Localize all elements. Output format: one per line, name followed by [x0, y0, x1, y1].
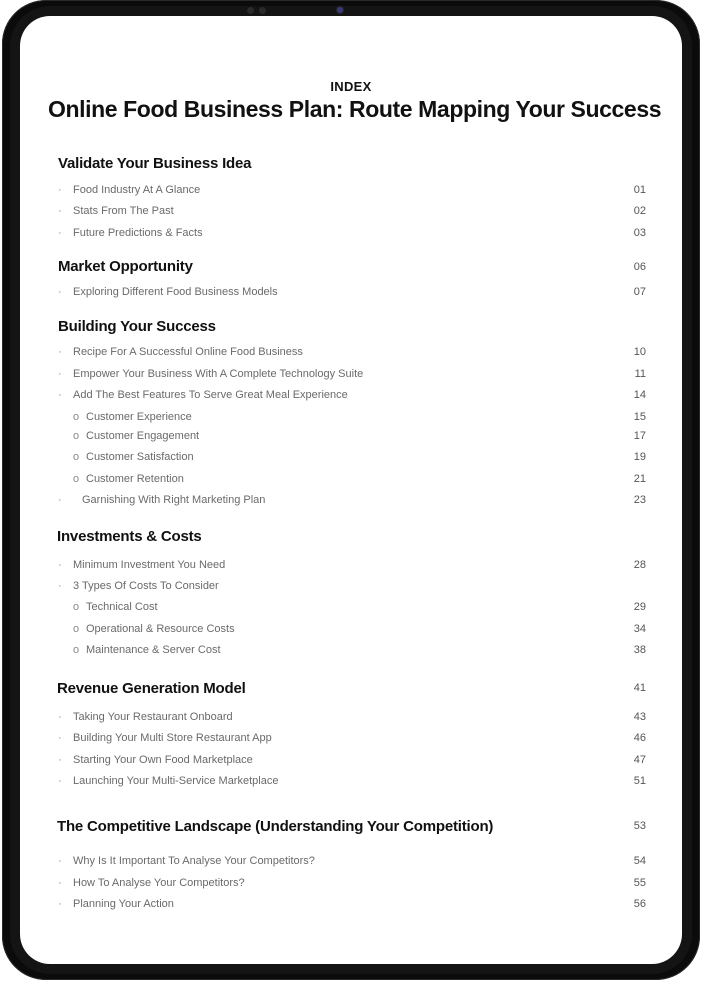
- toc-entry-label: Building Your Multi Store Restaurant App: [73, 732, 272, 744]
- circle-bullet-icon: o: [73, 451, 80, 463]
- bullet-icon: ·: [58, 775, 62, 787]
- index-label: INDEX: [330, 79, 372, 94]
- bullet-icon: ·: [58, 368, 62, 380]
- section-heading: Validate Your Business Idea: [58, 155, 252, 172]
- toc-entry-label: Technical Cost: [86, 601, 158, 613]
- toc-entry-page: 01: [633, 184, 646, 196]
- circle-bullet-icon: o: [73, 430, 80, 442]
- toc-entry-page: 03: [633, 227, 646, 239]
- sensor-dot: [247, 7, 254, 14]
- circle-bullet-icon: o: [73, 644, 80, 656]
- circle-bullet-icon: o: [73, 411, 80, 423]
- bullet-icon: ·: [58, 559, 62, 571]
- section-heading: The Competitive Landscape (Understanding Your Competition): [57, 818, 494, 835]
- circle-bullet-icon: o: [73, 473, 80, 485]
- section-heading-page: 53: [633, 820, 646, 832]
- toc-entry-label: Customer Retention: [86, 473, 184, 485]
- toc-entry-label: Customer Experience: [86, 411, 192, 423]
- toc-entry-label: Operational & Resource Costs: [86, 623, 235, 635]
- bullet-icon: ·: [58, 389, 62, 401]
- bullet-icon: ·: [58, 580, 62, 592]
- toc-entry-label: Future Predictions & Facts: [73, 227, 203, 239]
- toc-entry-page: 11: [634, 368, 646, 380]
- bullet-icon: ·: [58, 877, 62, 889]
- toc-entry-page: 55: [633, 877, 646, 889]
- toc-entry-label: How To Analyse Your Competitors?: [73, 877, 245, 889]
- bullet-icon: ·: [58, 227, 62, 239]
- toc-entry-label: Empower Your Business With A Complete Technology Suite: [73, 368, 364, 380]
- toc-entry-page: 23: [633, 494, 646, 506]
- bullet-icon: ·: [58, 286, 62, 298]
- circle-bullet-icon: o: [73, 623, 80, 635]
- toc-entry-label: Garnishing With Right Marketing Plan: [82, 494, 266, 506]
- bullet-icon: ·: [58, 898, 62, 910]
- toc-entry-label: Food Industry At A Glance: [73, 184, 201, 196]
- toc-entry-label: Minimum Investment You Need: [73, 559, 226, 571]
- toc-entry-label: Why Is It Important To Analyse Your Competitors?: [73, 855, 315, 867]
- toc-entry-page: 07: [633, 286, 646, 298]
- bullet-icon: ·: [58, 346, 62, 358]
- toc-entry-label: Starting Your Own Food Marketplace: [73, 754, 253, 766]
- document-page: [20, 16, 682, 964]
- section-heading-page: 06: [633, 261, 646, 273]
- toc-entry-page: 47: [633, 754, 646, 766]
- bullet-icon: ·: [58, 184, 62, 196]
- toc-entry-page: 54: [633, 855, 646, 867]
- toc-entry-label: Recipe For A Successful Online Food Business: [73, 346, 303, 358]
- toc-entry-label: Add The Best Features To Serve Great Meal Experience: [73, 389, 348, 401]
- toc-entry-page: 29: [633, 601, 646, 613]
- section-heading: Revenue Generation Model: [57, 680, 246, 697]
- toc-entry-page: 51: [633, 775, 646, 787]
- bullet-icon: ·: [58, 754, 62, 766]
- toc-entry-page: 02: [633, 205, 646, 217]
- toc-entry-page: 21: [633, 473, 646, 485]
- bullet-icon: ·: [58, 205, 62, 217]
- toc-entry-page: 34: [633, 623, 646, 635]
- toc-entry-page: 19: [633, 451, 646, 463]
- toc-entry-label: Planning Your Action: [73, 898, 174, 910]
- toc-entry-label: Exploring Different Food Business Models: [73, 286, 278, 298]
- toc-entry-page: 43: [633, 711, 646, 723]
- toc-entry-label: Customer Satisfaction: [86, 451, 194, 463]
- toc-entry-page: 17: [633, 430, 646, 442]
- section-heading-page: 41: [633, 682, 646, 694]
- toc-entry-page: 38: [633, 644, 646, 656]
- toc-entry-label: Launching Your Multi-Service Marketplace: [73, 775, 279, 787]
- toc-entry-label: 3 Types Of Costs To Consider: [73, 580, 219, 592]
- toc-entry-page: 46: [633, 732, 646, 744]
- sensor-dot: [259, 7, 266, 14]
- toc-entry-page: 15: [633, 411, 646, 423]
- tablet-frame: [2, 0, 700, 980]
- bullet-icon: ·: [58, 711, 62, 723]
- toc-entry-page: 14: [633, 389, 646, 401]
- toc-entry-label: Taking Your Restaurant Onboard: [73, 711, 233, 723]
- bullet-icon: ·: [58, 494, 62, 506]
- toc-entry-page: 28: [633, 559, 646, 571]
- toc-entry-page: 10: [633, 346, 646, 358]
- circle-bullet-icon: o: [73, 601, 80, 613]
- page-title: Online Food Business Plan: Route Mapping Your Success: [48, 96, 662, 122]
- front-camera-icon: [336, 6, 344, 14]
- section-heading: Investments & Costs: [57, 528, 202, 545]
- toc-entry-label: Stats From The Past: [73, 205, 174, 217]
- bullet-icon: ·: [58, 855, 62, 867]
- toc-entry-label: Customer Engagement: [86, 430, 200, 442]
- toc-entry-label: Maintenance & Server Cost: [86, 644, 221, 656]
- bullet-icon: ·: [58, 732, 62, 744]
- section-heading: Building Your Success: [58, 318, 216, 335]
- toc-entry-page: 56: [633, 898, 646, 910]
- section-heading: Market Opportunity: [58, 258, 193, 275]
